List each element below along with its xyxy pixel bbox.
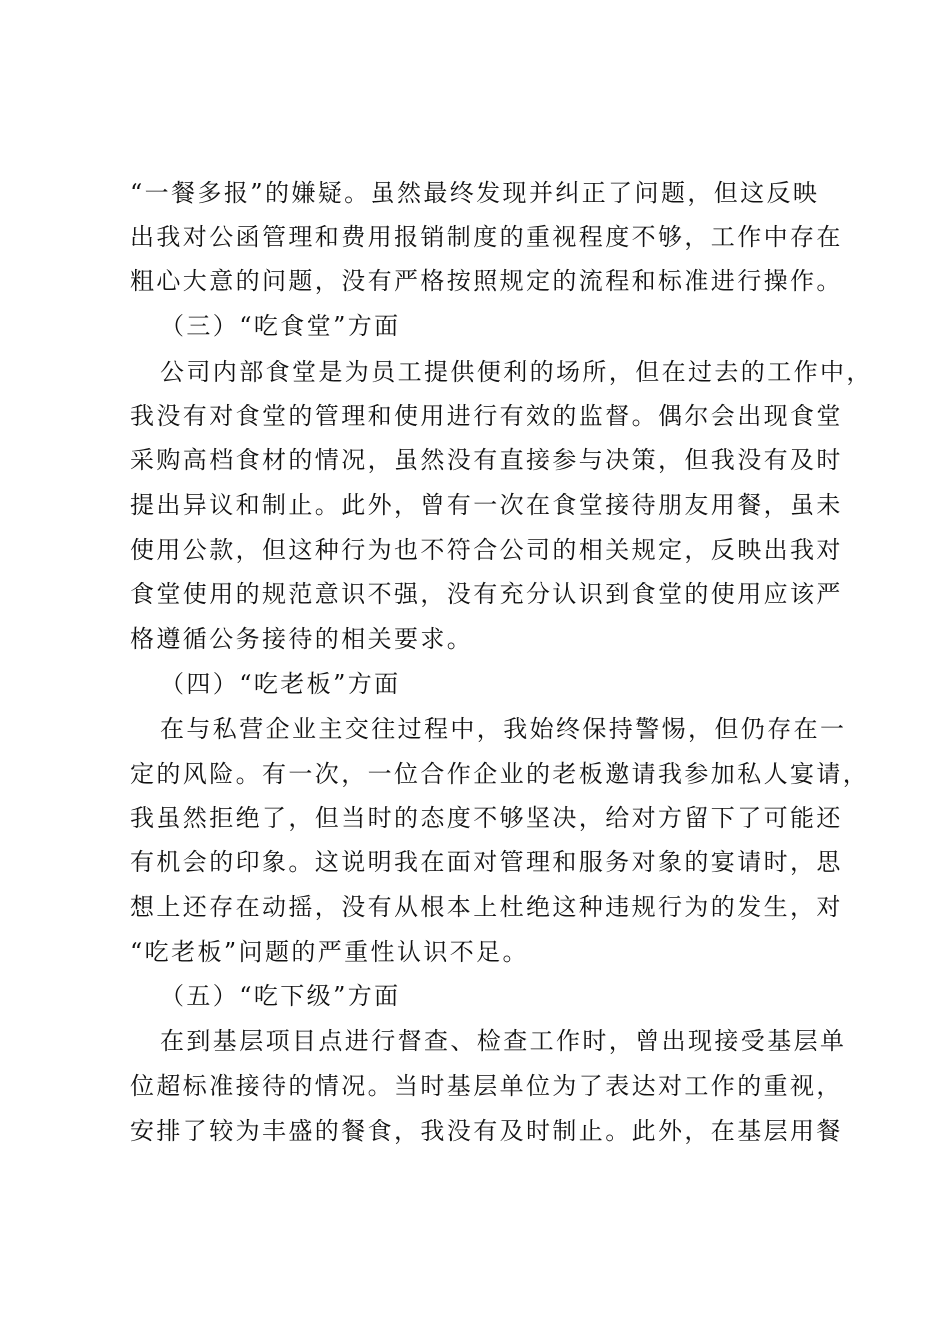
paragraph-line: 粗心大意的问题，没有严格按照规定的流程和标准进行操作。 <box>130 267 843 295</box>
section-heading-5: （五）“吃下级”方面 <box>160 982 401 1010</box>
paragraph-line: “一餐多报”的嫌疑。虽然最终发现并纠正了问题，但这反映 <box>130 179 820 207</box>
paragraph-line: 有机会的印象。这说明我在面对管理和服务对象的宴请时，思 <box>130 848 843 876</box>
paragraph-line: 格遵循公务接待的相关要求。 <box>130 625 474 653</box>
paragraph-line: 我没有对食堂的管理和使用进行有效的监督。偶尔会出现食堂 <box>130 402 843 430</box>
paragraph-line: 定的风险。有一次，一位合作企业的老板邀请我参加私人宴请， <box>130 760 870 788</box>
paragraph-line: 食堂使用的规范意识不强，没有充分认识到食堂的使用应该严 <box>130 580 843 608</box>
paragraph-line: 采购高档食材的情况，虽然没有直接参与决策，但我没有及时 <box>130 446 843 474</box>
paragraph-line: “吃老板”问题的严重性认识不足。 <box>130 938 529 966</box>
paragraph-line: 安排了较为丰盛的餐食，我没有及时制止。此外，在基层用餐 <box>130 1117 843 1145</box>
paragraph-line: 在与私营企业主交往过程中，我始终保持警惕，但仍存在一 <box>160 715 847 743</box>
paragraph-line: 使用公款，但这种行为也不符合公司的相关规定，反映出我对 <box>130 536 843 564</box>
section-heading-3: （三）“吃食堂”方面 <box>160 312 401 340</box>
paragraph-line: 提出异议和制止。此外，曾有一次在食堂接待朋友用餐，虽未 <box>130 491 843 519</box>
paragraph-line: 公司内部食堂是为员工提供便利的场所，但在过去的工作中， <box>160 358 873 386</box>
paragraph-line: 在到基层项目点进行督查、检查工作时，曾出现接受基层单 <box>160 1027 847 1055</box>
paragraph-line: 出我对公函管理和费用报销制度的重视程度不够，工作中存在 <box>130 223 843 251</box>
paragraph-line: 位超标准接待的情况。当时基层单位为了表达对工作的重视， <box>130 1072 843 1100</box>
section-heading-4: （四）“吃老板”方面 <box>160 670 401 698</box>
paragraph-line: 想上还存在动摇，没有从根本上杜绝这种违规行为的发生，对 <box>130 893 843 921</box>
paragraph-line: 我虽然拒绝了，但当时的态度不够坚决，给对方留下了可能还 <box>130 804 843 832</box>
